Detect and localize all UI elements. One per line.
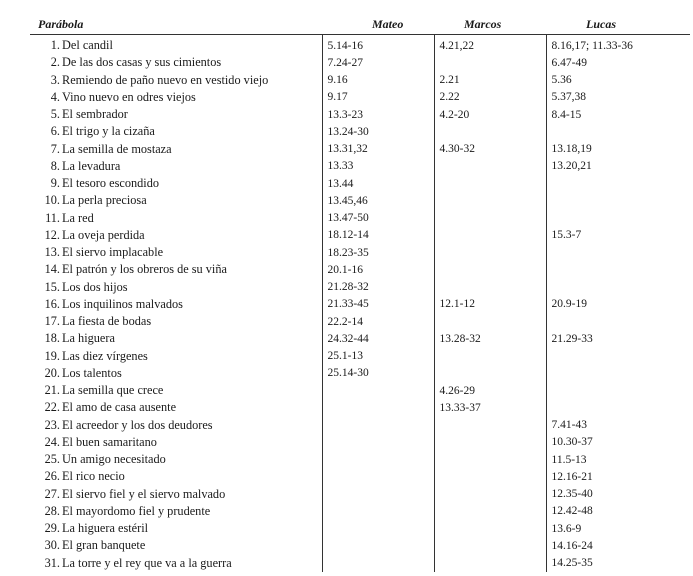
lucas-reference: [546, 123, 690, 140]
parable-cell: [30, 348, 322, 365]
marcos-reference: [434, 175, 546, 192]
table-row: [30, 382, 690, 399]
parable-cell: [30, 382, 322, 399]
parable-cell: [30, 279, 322, 296]
parable-number: 22.: [44, 400, 60, 415]
header-marcos: Marcos: [434, 14, 546, 35]
parable-title: El trigo y la cizaña: [62, 124, 155, 139]
parable-title: El gran banquete: [62, 538, 146, 553]
table-row: [30, 520, 690, 537]
table-row: [30, 348, 690, 365]
parable-number: 24.: [44, 434, 60, 449]
lucas-reference: 14.16-24: [546, 537, 690, 554]
table-row: [30, 35, 690, 55]
table-row: [30, 279, 690, 296]
parable-cell: [30, 399, 322, 416]
parable-title: La fiesta de bodas: [62, 314, 152, 329]
marcos-reference: [434, 451, 546, 468]
lucas-reference: 12.42-48: [546, 503, 690, 520]
mateo-reference: 13.3-23: [322, 106, 434, 123]
marcos-reference: [434, 417, 546, 434]
marcos-reference: [434, 210, 546, 227]
table-row: [30, 486, 690, 503]
parable-title: Del candil: [62, 38, 113, 53]
parable-cell: [30, 434, 322, 451]
marcos-reference: [434, 54, 546, 71]
lucas-reference: [546, 313, 690, 330]
parable-number: 18.: [44, 331, 60, 346]
marcos-reference: [434, 520, 546, 537]
header-mateo: Mateo: [322, 14, 434, 35]
table-row: [30, 158, 690, 175]
lucas-reference: 14.25-35: [546, 555, 690, 572]
parable-title: Las diez vírgenes: [62, 348, 148, 363]
mateo-reference: 18.12-14: [322, 227, 434, 244]
parable-cell: [30, 468, 322, 485]
parable-title: El buen samaritano: [62, 434, 157, 449]
parable-title: La semilla que crece: [62, 383, 164, 398]
mateo-reference: [322, 468, 434, 485]
parable-title: El acreedor y los dos deudores: [62, 417, 213, 432]
lucas-reference: 15.3-7: [546, 227, 690, 244]
table-row: [30, 261, 690, 278]
table-row: [30, 468, 690, 485]
lucas-reference: 13.18,19: [546, 141, 690, 158]
marcos-reference: 13.33-37: [434, 399, 546, 416]
mateo-reference: [322, 417, 434, 434]
parable-number: 10.: [44, 193, 60, 208]
marcos-reference: [434, 261, 546, 278]
marcos-reference: [434, 503, 546, 520]
table-row: [30, 296, 690, 313]
parable-title: La oveja perdida: [62, 227, 145, 242]
parable-title: De las dos casas y sus cimientos: [62, 55, 222, 70]
parable-cell: [30, 106, 322, 123]
mateo-reference: 5.14-16: [322, 35, 434, 55]
mateo-reference: [322, 503, 434, 520]
parable-title: La torre y el rey que va a la guerra: [62, 555, 232, 570]
marcos-reference: 4.26-29: [434, 382, 546, 399]
parable-number: 13.: [44, 245, 60, 260]
mateo-reference: 13.33: [322, 158, 434, 175]
table-row: [30, 89, 690, 106]
parable-cell: [30, 89, 322, 106]
parable-title: La semilla de mostaza: [62, 141, 172, 156]
mateo-reference: [322, 537, 434, 554]
parable-title: Los talentos: [62, 365, 122, 380]
marcos-reference: [434, 244, 546, 261]
table-row: [30, 330, 690, 347]
marcos-reference: [434, 227, 546, 244]
parable-number: 25.: [44, 452, 60, 467]
table-row: [30, 399, 690, 416]
table-row: [30, 227, 690, 244]
lucas-reference: [546, 365, 690, 382]
parable-number: 31.: [44, 555, 60, 570]
marcos-reference: [434, 537, 546, 554]
header-parabola: Parábola: [30, 14, 322, 35]
marcos-reference: [434, 434, 546, 451]
lucas-reference: 20.9-19: [546, 296, 690, 313]
mateo-reference: 9.16: [322, 72, 434, 89]
parable-cell: [30, 54, 322, 71]
parable-number: 29.: [44, 521, 60, 536]
parable-number: 28.: [44, 503, 60, 518]
mateo-reference: 13.24-30: [322, 123, 434, 140]
parable-cell: [30, 330, 322, 347]
table-row: [30, 54, 690, 71]
parable-cell: [30, 503, 322, 520]
table-row: [30, 141, 690, 158]
marcos-reference: 4.2-20: [434, 106, 546, 123]
marcos-reference: 4.30-32: [434, 141, 546, 158]
lucas-reference: [546, 192, 690, 209]
parable-cell: [30, 192, 322, 209]
mateo-reference: 25.1-13: [322, 348, 434, 365]
mateo-reference: 21.33-45: [322, 296, 434, 313]
mateo-reference: 7.24-27: [322, 54, 434, 71]
parable-number: 26.: [44, 469, 60, 484]
table-row: [30, 503, 690, 520]
lucas-reference: 6.47-49: [546, 54, 690, 71]
table-row: [30, 313, 690, 330]
lucas-reference: [546, 175, 690, 192]
parable-title: El sembrador: [62, 107, 128, 122]
marcos-reference: 12.1-12: [434, 296, 546, 313]
parable-number: 6.: [50, 124, 60, 139]
table-row: [30, 537, 690, 554]
parable-cell: [30, 244, 322, 261]
mateo-reference: [322, 486, 434, 503]
parable-number: 16.: [44, 296, 60, 311]
mateo-reference: [322, 382, 434, 399]
parable-number: 9.: [50, 176, 60, 191]
parable-number: 12.: [44, 227, 60, 242]
parable-cell: [30, 520, 322, 537]
table-row: [30, 106, 690, 123]
marcos-reference: [434, 158, 546, 175]
lucas-reference: 10.30-37: [546, 434, 690, 451]
parable-number: 11.: [45, 210, 60, 225]
parable-title: El siervo fiel y el siervo malvado: [62, 486, 226, 501]
parable-title: El patrón y los obreros de su viña: [62, 262, 227, 277]
marcos-reference: 13.28-32: [434, 330, 546, 347]
parable-number: 17.: [44, 314, 60, 329]
table-row: [30, 555, 690, 572]
mateo-reference: 24.32-44: [322, 330, 434, 347]
parable-number: 30.: [44, 538, 60, 553]
mateo-reference: 21.28-32: [322, 279, 434, 296]
marcos-reference: [434, 348, 546, 365]
lucas-reference: [546, 382, 690, 399]
lucas-reference: [546, 348, 690, 365]
parable-title: El mayordomo fiel y prudente: [62, 503, 211, 518]
lucas-reference: 12.35-40: [546, 486, 690, 503]
parable-cell: [30, 227, 322, 244]
parable-title: Los dos hijos: [62, 279, 128, 294]
parable-number: 4.: [50, 89, 60, 104]
lucas-reference: [546, 210, 690, 227]
parable-number: 27.: [44, 486, 60, 501]
parable-cell: [30, 261, 322, 278]
parable-cell: [30, 141, 322, 158]
marcos-reference: [434, 192, 546, 209]
marcos-reference: [434, 279, 546, 296]
mateo-reference: 9.17: [322, 89, 434, 106]
table-row: [30, 434, 690, 451]
parable-number: 7.: [50, 141, 60, 156]
lucas-reference: [546, 244, 690, 261]
lucas-reference: 5.36: [546, 72, 690, 89]
parable-title: Vino nuevo en odres viejos: [62, 89, 196, 104]
table-row: [30, 365, 690, 382]
marcos-reference: [434, 555, 546, 572]
parable-number: 2.: [50, 55, 60, 70]
lucas-reference: 5.37,38: [546, 89, 690, 106]
parable-cell: [30, 417, 322, 434]
mateo-reference: 13.45,46: [322, 192, 434, 209]
parable-number: 8.: [50, 158, 60, 173]
marcos-reference: [434, 123, 546, 140]
lucas-reference: 7.41-43: [546, 417, 690, 434]
mateo-reference: [322, 399, 434, 416]
table-header-row: [30, 14, 690, 35]
parable-title: El amo de casa ausente: [62, 400, 177, 415]
parable-cell: [30, 35, 322, 55]
parable-number: 20.: [44, 365, 60, 380]
parable-title: La higuera estéril: [62, 521, 149, 536]
parable-cell: [30, 537, 322, 554]
parable-number: 1.: [50, 38, 60, 53]
parable-title: El rico necio: [62, 469, 125, 484]
marcos-reference: [434, 468, 546, 485]
mateo-reference: [322, 555, 434, 572]
mateo-reference: 20.1-16: [322, 261, 434, 278]
mateo-reference: 13.31,32: [322, 141, 434, 158]
parable-title: La red: [62, 210, 94, 225]
table-row: [30, 192, 690, 209]
mateo-reference: [322, 520, 434, 537]
parable-title: Remiendo de paño nuevo en vestido viejo: [62, 72, 269, 87]
lucas-reference: 8.16,17; 11.33-36: [546, 35, 690, 55]
lucas-reference: [546, 279, 690, 296]
lucas-reference: 12.16-21: [546, 468, 690, 485]
parable-cell: [30, 365, 322, 382]
parable-number: 23.: [44, 417, 60, 432]
parable-cell: [30, 555, 322, 572]
header-lucas: Lucas: [546, 14, 690, 35]
table-row: [30, 123, 690, 140]
parable-title: La perla preciosa: [62, 193, 147, 208]
table-row: [30, 210, 690, 227]
parable-title: La higuera: [62, 331, 115, 346]
lucas-reference: 21.29-33: [546, 330, 690, 347]
mateo-reference: [322, 434, 434, 451]
parable-cell: [30, 158, 322, 175]
lucas-reference: 11.5-13: [546, 451, 690, 468]
mateo-reference: 18.23-35: [322, 244, 434, 261]
mateo-reference: 13.44: [322, 175, 434, 192]
table-row: [30, 417, 690, 434]
parable-number: 5.: [50, 107, 60, 122]
table-row: [30, 72, 690, 89]
parable-title: Un amigo necesitado: [62, 452, 166, 467]
lucas-reference: 13.20,21: [546, 158, 690, 175]
parable-cell: [30, 486, 322, 503]
parable-cell: [30, 123, 322, 140]
parable-number: 14.: [44, 262, 60, 277]
lucas-reference: [546, 261, 690, 278]
parable-number: 21.: [44, 383, 60, 398]
marcos-reference: [434, 486, 546, 503]
parable-cell: [30, 72, 322, 89]
table-row: [30, 175, 690, 192]
marcos-reference: 4.21,22: [434, 35, 546, 55]
parable-cell: [30, 313, 322, 330]
table-row: [30, 451, 690, 468]
parable-title: El siervo implacable: [62, 245, 164, 260]
lucas-reference: 8.4-15: [546, 106, 690, 123]
mateo-reference: 22.2-14: [322, 313, 434, 330]
lucas-reference: [546, 399, 690, 416]
marcos-reference: 2.22: [434, 89, 546, 106]
marcos-reference: 2.21: [434, 72, 546, 89]
parable-number: 15.: [44, 279, 60, 294]
mateo-reference: [322, 451, 434, 468]
parable-cell: [30, 296, 322, 313]
parable-number: 19.: [44, 348, 60, 363]
mateo-reference: 25.14-30: [322, 365, 434, 382]
parable-cell: [30, 210, 322, 227]
table-body: [30, 35, 690, 572]
table-row: [30, 244, 690, 261]
parable-title: Los inquilinos malvados: [62, 296, 183, 311]
parable-title: El tesoro escondido: [62, 176, 159, 191]
parables-table: [30, 14, 690, 572]
parable-cell: [30, 175, 322, 192]
lucas-reference: 13.6-9: [546, 520, 690, 537]
mateo-reference: 13.47-50: [322, 210, 434, 227]
parable-title: La levadura: [62, 158, 121, 173]
parable-number: 3.: [50, 72, 60, 87]
parable-cell: [30, 451, 322, 468]
marcos-reference: [434, 365, 546, 382]
marcos-reference: [434, 313, 546, 330]
